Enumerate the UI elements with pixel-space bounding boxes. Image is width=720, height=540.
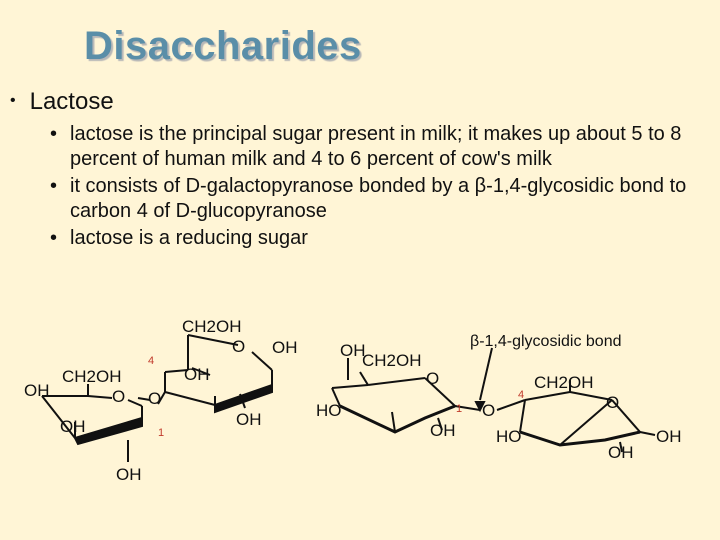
hydroxyl-label: OH: [24, 381, 50, 400]
carbon-number: 4: [518, 389, 525, 401]
ch2oh-label: CH2OH: [362, 351, 422, 370]
oxygen-label: O: [112, 387, 126, 406]
bond-label: β-1,4-glycosidic bond: [470, 333, 622, 350]
carbon-number: 4: [148, 355, 155, 367]
bullet-item: • lactose is the principal sugar present in milk; it makes up about 5 to 8 percent of human milk and 4 to 6 percent of cow's milk: [50, 122, 710, 172]
ch2oh-label: CH2OH: [534, 373, 594, 392]
glycosidic-oxygen-label: O: [148, 389, 162, 408]
bullet-item: • it consists of D-galactopyranose bonded by a β-1,4-glycosidic bond to carbon 4 of D-glucopyranose: [50, 174, 710, 224]
glycosidic-oxygen-label: O: [482, 401, 496, 420]
hydroxyl-label: OH: [608, 443, 634, 462]
ch2oh-label: CH2OH: [182, 317, 242, 336]
hydroxyl-label: OH: [184, 365, 210, 384]
hydroxyl-label: OH: [236, 410, 262, 429]
hydroxyl-label: OH: [60, 417, 86, 436]
carbon-number: 1: [158, 427, 165, 439]
hydroxyl-label: OH: [430, 421, 456, 440]
oxygen-label: O: [232, 337, 246, 356]
carbon-number: 1: [456, 403, 463, 415]
hydroxyl-label: OH: [656, 427, 682, 446]
bullet-item: • lactose is a reducing sugar: [50, 226, 710, 251]
hydroxyl-label: OH: [272, 338, 298, 357]
hydroxyl-label: HO: [496, 427, 522, 446]
oxygen-label: O: [426, 369, 440, 388]
hydroxyl-label: HO: [316, 401, 342, 420]
ch2oh-label: CH2OH: [62, 367, 122, 386]
hydroxyl-label: OH: [340, 341, 366, 360]
oxygen-label: O: [606, 393, 620, 412]
heading-text: Lactose: [29, 88, 114, 115]
hydroxyl-label: OH: [116, 465, 142, 484]
bullet-dot: •: [10, 92, 16, 109]
slide-title: Disaccharides: [84, 24, 362, 68]
